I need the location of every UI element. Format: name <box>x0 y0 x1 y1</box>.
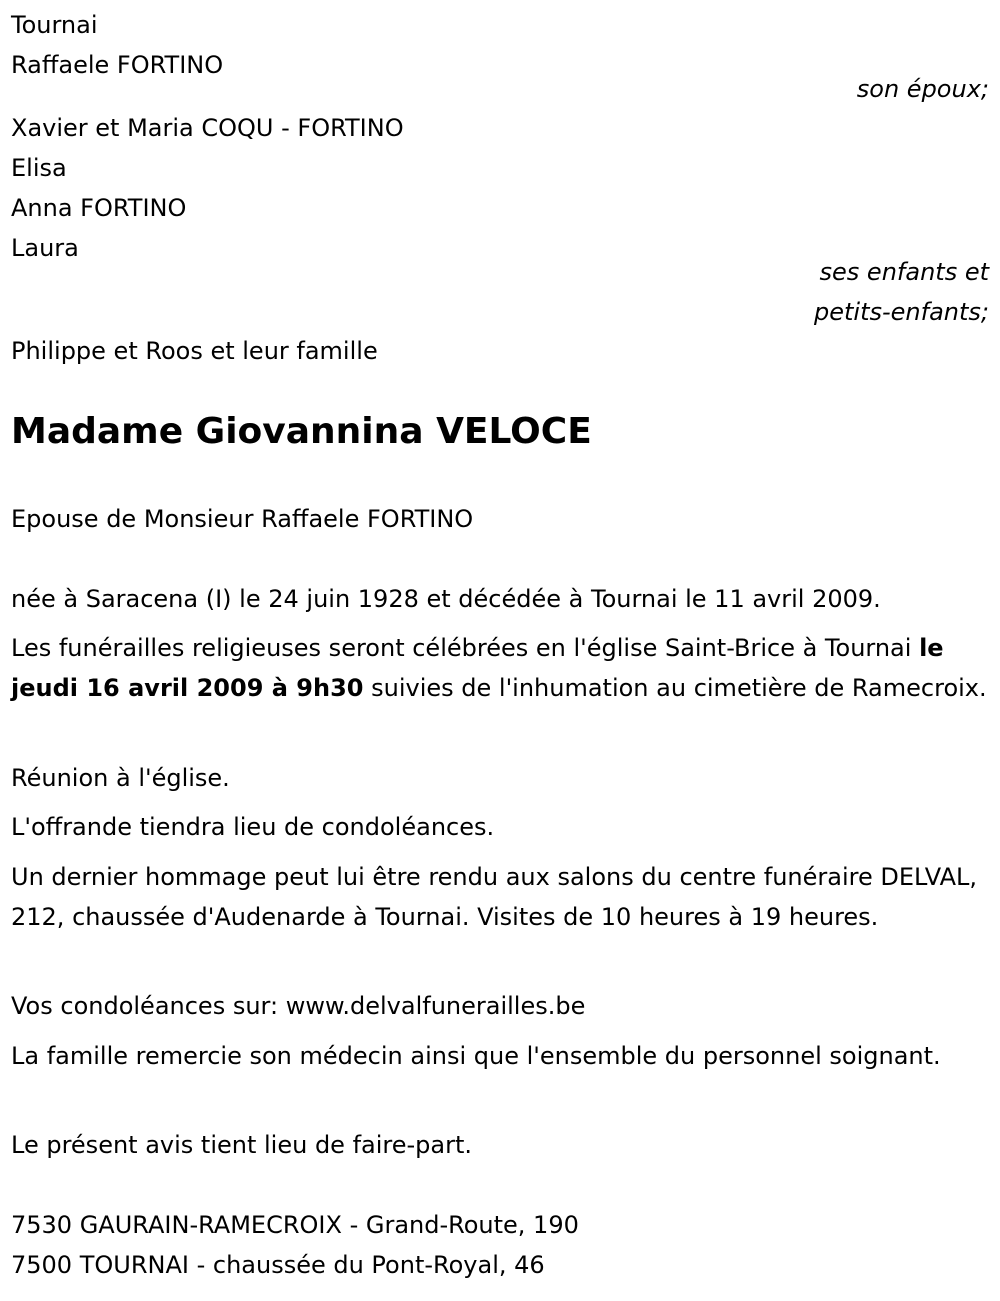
spouse-role: son époux; <box>856 75 989 103</box>
reunion-line: Réunion à l'église. <box>11 764 230 792</box>
remerciements-paragraph: La famille remercie son médecin ainsi que l'ensemble du personnel soignant. <box>11 1042 941 1070</box>
child-name: Anna FORTINO <box>11 194 187 222</box>
address-line: 7500 TOURNAI - chaussée du Pont-Royal, 46 <box>11 1251 545 1279</box>
funeral-paragraph <box>11 628 991 708</box>
epouse-line: Epouse de Monsieur Raffaele FORTINO <box>11 505 474 533</box>
hommage-paragraph: Un dernier hommage peut lui être rendu aux salons du centre funéraire DELVAL, 212, chaussée d'Audenarde à Tournai. Visites de 10 heures à 19 heures. <box>11 863 978 931</box>
birth-death-line: née à Saracena (I) le 24 juin 1928 et décédée à Tournai le 11 avril 2009. <box>11 585 881 613</box>
child-name: Laura <box>11 234 79 262</box>
deceased-name: Madame Giovannina VELOCE <box>11 411 592 452</box>
offrande-line: L'offrande tiendra lieu de condoléances. <box>11 813 495 841</box>
spouse-name: Raffaele FORTINO <box>11 51 224 79</box>
address-line: 7530 GAURAIN-RAMECROIX - Grand-Route, 190 <box>11 1211 579 1239</box>
other-family: Philippe et Roos et leur famille <box>11 337 378 365</box>
funeral-text-after: suivies de l'inhumation au cimetière de Ramecroix. <box>363 674 987 702</box>
funeral-text-before: Les funérailles religieuses seront célébrées en l'église Saint-Brice à Tournai <box>11 634 920 662</box>
child-name: Elisa <box>11 154 67 182</box>
funeral-date: le jeudi 16 avril 2009 à 9h30 <box>11 634 944 702</box>
children-role-line2: petits-enfants; <box>814 298 989 326</box>
condoleances-line: Vos condoléances sur: www.delvalfunerailles.be <box>11 992 586 1020</box>
faire-part-line: Le présent avis tient lieu de faire-part. <box>11 1131 473 1159</box>
child-name: Xavier et Maria COQU - FORTINO <box>11 114 404 142</box>
family-city: Tournai <box>11 11 98 39</box>
children-role-line1: ses enfants et <box>819 258 989 286</box>
